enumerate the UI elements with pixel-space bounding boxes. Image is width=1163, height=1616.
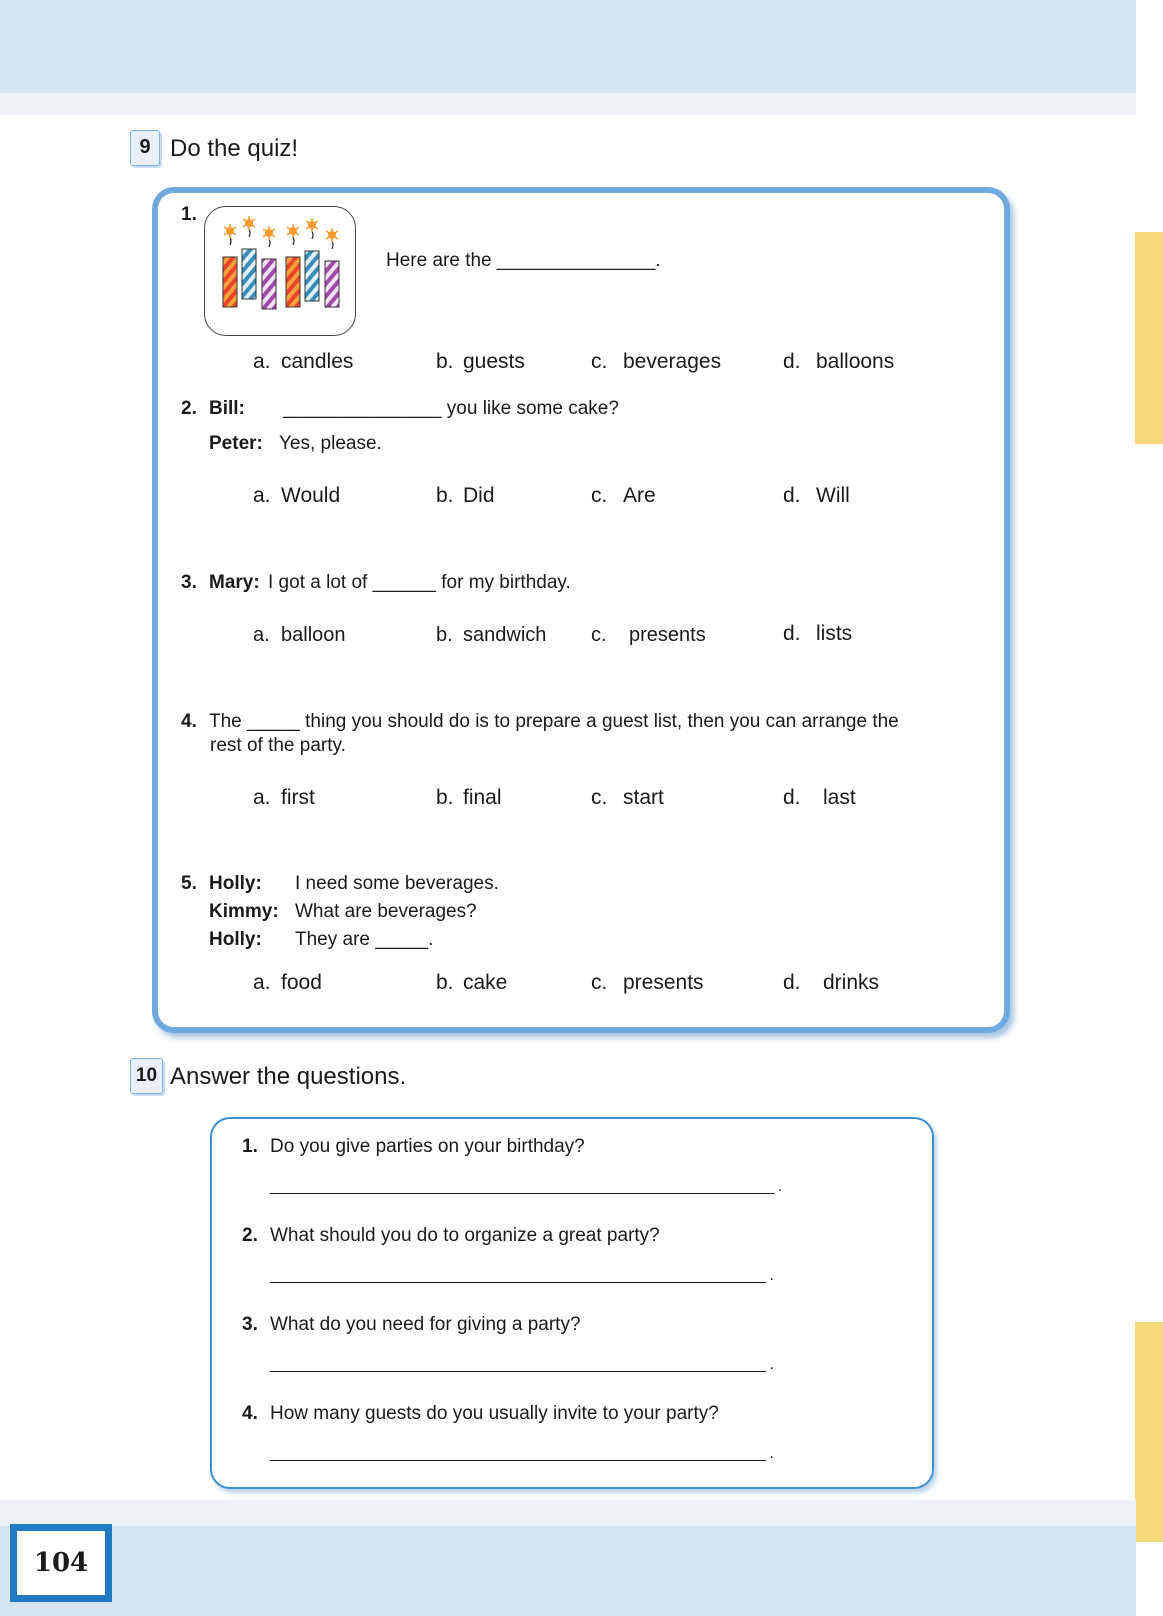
quiz-question-number: 1. xyxy=(181,204,197,225)
answer-line[interactable]: ___________________________________________________________ . xyxy=(270,1356,774,1373)
option-text[interactable]: candles xyxy=(281,350,354,373)
option-letter: c. xyxy=(591,786,608,809)
answer-question-number: 2. xyxy=(242,1225,258,1246)
option-text[interactable]: Did xyxy=(463,484,495,507)
speaker-label: Holly: xyxy=(209,873,262,894)
quiz-question-text: Here are the _______________. xyxy=(386,250,661,271)
option-text[interactable]: start xyxy=(623,786,664,809)
side-tab-upper xyxy=(1135,232,1163,444)
quiz-question-number: 3. xyxy=(181,572,197,593)
exercise-title-9: Do the quiz! xyxy=(170,135,299,162)
candles-picture xyxy=(204,206,356,336)
answer-question-number: 3. xyxy=(242,1314,258,1335)
page-number: 104 xyxy=(10,1524,112,1602)
side-tab-lower xyxy=(1135,1322,1163,1542)
option-text[interactable]: beverages xyxy=(623,350,722,373)
speaker-label: Peter: xyxy=(209,433,263,454)
exercise-title-10: Answer the questions. xyxy=(170,1063,407,1090)
quiz-question-number: 5. xyxy=(181,873,197,894)
answer-question-number: 1. xyxy=(242,1136,258,1157)
answer-question-text: Do you give parties on your birthday? xyxy=(270,1136,585,1157)
bottom-footer-strip xyxy=(0,1500,1136,1526)
option-letter: c. xyxy=(591,484,608,507)
option-letter: a. xyxy=(253,971,271,994)
option-letter: a. xyxy=(253,786,271,809)
answer-question-text: What do you need for giving a party? xyxy=(270,1314,581,1335)
option-letter: b. xyxy=(436,971,454,994)
option-text[interactable]: Will xyxy=(816,484,850,507)
option-letter: d. xyxy=(783,971,801,994)
option-text[interactable]: Are xyxy=(623,484,656,507)
option-letter: b. xyxy=(436,350,454,373)
option-text[interactable]: Would xyxy=(281,484,341,507)
answer-question-text: What should you do to organize a great party? xyxy=(270,1225,660,1246)
option-letter: d. xyxy=(783,484,801,507)
dialogue-line: What are beverages? xyxy=(295,901,477,922)
option-letter: d. xyxy=(783,786,801,809)
speaker-label: Mary: xyxy=(209,572,260,593)
exercise-number-10: 10 xyxy=(130,1058,163,1094)
quiz-question-number: 2. xyxy=(181,398,197,419)
option-text[interactable]: last xyxy=(823,786,856,809)
option-text[interactable]: final xyxy=(463,786,502,809)
option-text[interactable]: guests xyxy=(463,350,525,373)
answer-question-number: 4. xyxy=(242,1403,258,1424)
option-letter: b. xyxy=(436,484,454,507)
option-text[interactable]: first xyxy=(281,786,315,809)
option-text[interactable]: balloon xyxy=(281,624,346,646)
quiz-question-number: 4. xyxy=(181,711,197,732)
dialogue-line: Yes, please. xyxy=(279,433,382,454)
option-letter: d. xyxy=(783,350,801,373)
question-text-line2: rest of the party. xyxy=(210,735,346,756)
answer-line[interactable]: ___________________________________________________________ . xyxy=(270,1445,774,1462)
answer-line[interactable]: ____________________________________________________________ . xyxy=(270,1178,782,1195)
answer-question-text: How many guests do you usually invite to your party? xyxy=(270,1403,719,1424)
exercise-number-9: 9 xyxy=(130,130,160,166)
candles-illustration xyxy=(205,207,355,335)
dialogue-line: I got a lot of ______ for my birthday. xyxy=(268,572,571,593)
dialogue-line: They are _____. xyxy=(295,929,434,950)
option-text[interactable]: presents xyxy=(629,624,706,646)
top-header-strip xyxy=(0,93,1136,115)
option-letter: d. xyxy=(783,622,801,645)
option-letter: b. xyxy=(436,786,454,809)
speaker-label: Bill: xyxy=(209,398,245,419)
option-text[interactable]: drinks xyxy=(823,971,880,994)
dialogue-line: I need some beverages. xyxy=(295,873,499,894)
option-text[interactable]: sandwich xyxy=(463,624,547,646)
option-letter: c. xyxy=(591,350,608,373)
option-text[interactable]: balloons xyxy=(816,350,895,373)
option-text[interactable]: presents xyxy=(623,971,704,994)
option-text[interactable]: cake xyxy=(463,971,508,994)
top-header-band xyxy=(0,0,1136,93)
speaker-label: Kimmy: xyxy=(209,901,279,922)
option-text[interactable]: food xyxy=(281,971,322,994)
option-letter: a. xyxy=(253,484,271,507)
option-letter: a. xyxy=(253,350,271,373)
option-text[interactable]: lists xyxy=(816,622,853,645)
option-letter: c. xyxy=(591,971,608,994)
dialogue-line: _______________ you like some cake? xyxy=(283,398,619,419)
question-text-line1: The _____ thing you should do is to prepare a guest list, then you can arrange the xyxy=(209,711,899,732)
answer-box xyxy=(210,1117,934,1489)
answer-line[interactable]: ___________________________________________________________ . xyxy=(270,1267,774,1284)
option-letter: a. xyxy=(253,624,270,646)
option-letter: b. xyxy=(436,624,453,646)
option-letter: c. xyxy=(591,624,607,646)
speaker-label: Holly: xyxy=(209,929,262,950)
